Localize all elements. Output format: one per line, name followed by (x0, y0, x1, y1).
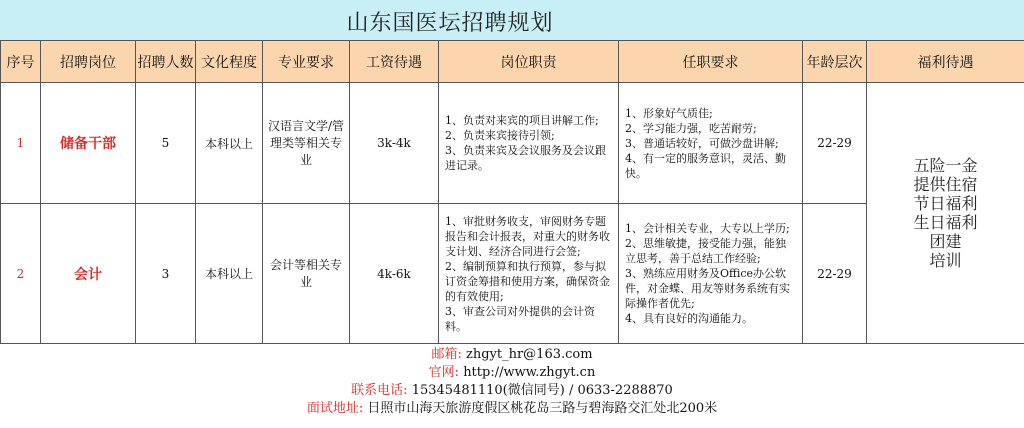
row-index: 2 (1, 204, 41, 344)
title-bar (0, 0, 1024, 41)
requirement-line: 3、普通话较好，可做沙盘讲解; (625, 136, 779, 150)
row-count: 5 (136, 83, 196, 204)
header-salary: 工资待遇 (350, 41, 439, 83)
header-row (1, 41, 1024, 83)
email-value[interactable]: zhgyt_hr@163.com (465, 347, 593, 362)
header-position: 招聘岗位 (41, 41, 136, 83)
row-education: 本科以上 (196, 83, 263, 204)
row-education: 本科以上 (196, 204, 263, 344)
recruitment-table (0, 40, 1024, 344)
row-requirements (619, 83, 803, 204)
phone-value: 15345481110(微信同号) / 0633-2288870 (411, 383, 673, 398)
benefit-item: 团建 (929, 232, 962, 251)
duty-line: 3、审查公司对外提供的会计资料。 (445, 304, 595, 333)
row-duties (439, 83, 619, 204)
requirement-line: 1、形象好气质佳; (625, 106, 713, 120)
contact-footer (0, 336, 1024, 428)
duty-line: 2、负责来宾接待引领; (445, 129, 555, 142)
phone-label: 联系电话: (351, 383, 408, 398)
benefits-cell (867, 83, 1024, 344)
website-line (0, 364, 1024, 382)
row-index: 1 (1, 83, 41, 204)
table-row (1, 83, 1024, 204)
row-salary: 3k-4k (350, 83, 439, 204)
header-duties: 岗位职责 (439, 41, 619, 83)
requirement-line: 2、思维敏捷，接受能力强，能独立思考，善于总结工作经验; (625, 237, 786, 265)
address-line (0, 400, 1024, 418)
address-label: 面试地址: (306, 401, 364, 416)
duty-line: 2、编制预算和执行预算，参与拟订资金筹措和使用方案，确保资金的有效使用; (445, 259, 610, 303)
row-salary: 4k-6k (350, 204, 439, 344)
website-label: 官网: (428, 365, 460, 380)
duty-line: 1、负责对来宾的项目讲解工作; (445, 114, 599, 127)
email-line (0, 346, 1024, 364)
row-position: 储备干部 (41, 83, 136, 204)
header-index: 序号 (1, 41, 41, 83)
benefit-item: 培训 (929, 251, 962, 270)
row-age: 22-29 (803, 83, 867, 204)
row-age: 22-29 (803, 204, 867, 344)
requirement-line: 4、有一定的服务意识，灵活、勤快。 (625, 151, 786, 180)
benefit-item: 生日福利 (913, 213, 978, 232)
benefit-item: 五险一金 (913, 156, 978, 175)
row-count: 3 (136, 204, 196, 344)
phone-line (0, 382, 1024, 400)
row-major: 会计等相关专业 (263, 204, 350, 344)
address-value: 日照市山海天旅游度假区桃花岛三路与碧海路交汇处北200米 (367, 401, 718, 416)
row-major: 汉语言文学/管理类等相关专业 (263, 83, 350, 204)
requirement-line: 4、具有良好的沟通能力。 (625, 312, 753, 325)
benefit-item: 节日福利 (913, 194, 978, 213)
header-age: 年龄层次 (803, 41, 867, 83)
requirement-line: 1、会计相关专业，大专以上学历; (625, 222, 790, 235)
website-value[interactable]: http://www.zhgyt.cn (463, 365, 596, 380)
requirement-line: 2、学习能力强，吃苦耐劳; (625, 121, 757, 135)
duty-line: 3、负责来宾及会议服务及会议跟进记录。 (445, 144, 606, 172)
row-requirements (619, 204, 803, 344)
row-duties (439, 204, 619, 344)
duty-line: 1、审批财务收支，审阅财务专题报告和会计报表，对重大的财务收支计划、经济合同进行会签; (445, 214, 610, 258)
header-benefits: 福利待遇 (867, 41, 1024, 83)
header-education: 文化程度 (196, 41, 263, 83)
header-requirements: 任职要求 (619, 41, 803, 83)
email-label: 邮箱: (431, 347, 462, 362)
header-count: 招聘人数 (136, 41, 196, 83)
page-title: 山东国医坛招聘规划 (346, 11, 554, 36)
requirement-line: 3、熟练应用财务及Office办公软件，对金蝶、用友等财务系统有实际操作者优先; (625, 267, 790, 310)
row-position: 会计 (41, 204, 136, 344)
benefit-item: 提供住宿 (913, 175, 978, 194)
header-major: 专业要求 (263, 41, 350, 83)
